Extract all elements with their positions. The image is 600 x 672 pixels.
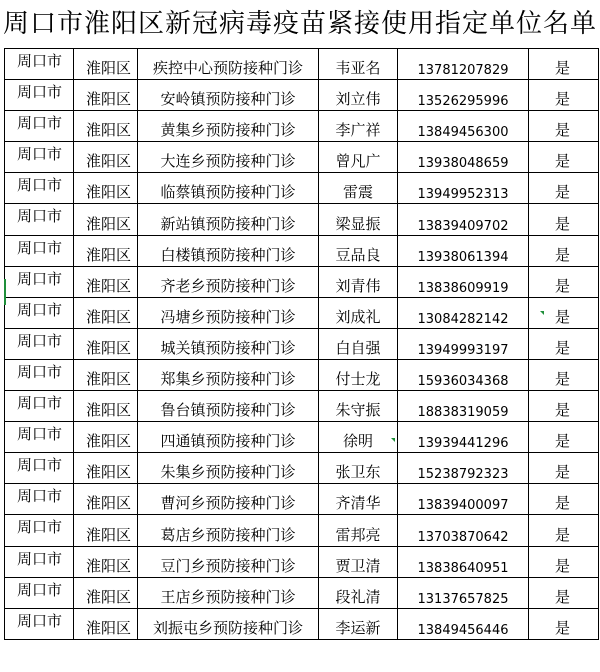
designated-cell[interactable]: 是 bbox=[529, 359, 599, 390]
designated-cell[interactable]: 是 bbox=[529, 546, 599, 577]
district-cell[interactable]: 淮阳区 bbox=[74, 111, 138, 142]
table-row bbox=[5, 608, 599, 639]
clinic-name-cell[interactable]: 刘振屯乡预防接种门诊 bbox=[138, 608, 319, 639]
cell-error-indicator bbox=[540, 311, 544, 315]
table-row bbox=[5, 111, 599, 142]
clinic-name-cell[interactable]: 冯塘乡预防接种门诊 bbox=[138, 297, 319, 328]
clinic-name-cell[interactable]: 大连乡预防接种门诊 bbox=[138, 142, 319, 173]
table-row bbox=[5, 546, 599, 577]
table-row bbox=[5, 297, 599, 328]
district-cell[interactable]: 淮阳区 bbox=[74, 297, 138, 328]
phone-cell[interactable]: 13838640951 bbox=[398, 546, 529, 577]
clinic-name-cell[interactable]: 王店乡预防接种门诊 bbox=[138, 577, 319, 608]
phone-cell[interactable]: 13949993197 bbox=[398, 328, 529, 359]
city-cell[interactable]: 周口市 bbox=[5, 49, 74, 80]
contact-name-cell[interactable]: 李广祥 bbox=[319, 111, 398, 142]
city-cell[interactable]: 周口市 bbox=[5, 608, 74, 639]
phone-cell[interactable]: 13849456300 bbox=[398, 111, 529, 142]
phone-cell[interactable]: 15238792323 bbox=[398, 453, 529, 484]
clinic-name-cell[interactable]: 鲁台镇预防接种门诊 bbox=[138, 391, 319, 422]
contact-name-cell[interactable]: 贾卫清 bbox=[319, 546, 398, 577]
designated-cell[interactable]: 是 bbox=[529, 422, 599, 453]
contact-name-cell[interactable]: 付士龙 bbox=[319, 359, 398, 390]
phone-cell[interactable]: 18838319059 bbox=[398, 391, 529, 422]
table-row bbox=[5, 484, 599, 515]
district-cell[interactable]: 淮阳区 bbox=[74, 80, 138, 111]
phone-cell[interactable]: 13084282142 bbox=[398, 297, 529, 328]
contact-name-cell[interactable]: 刘成礼 bbox=[319, 297, 398, 328]
designated-cell[interactable]: 是 bbox=[529, 577, 599, 608]
contact-name-cell[interactable]: 豆品良 bbox=[319, 235, 398, 266]
designated-cell[interactable]: 是 bbox=[529, 608, 599, 639]
table-row bbox=[5, 142, 599, 173]
designated-cell[interactable]: 是 bbox=[529, 173, 599, 204]
contact-name-cell[interactable]: 白自强 bbox=[319, 328, 398, 359]
designated-cell[interactable]: 是 bbox=[529, 297, 599, 328]
designated-cell[interactable]: 是 bbox=[529, 453, 599, 484]
city-cell[interactable]: 周口市 bbox=[5, 266, 74, 297]
district-cell[interactable]: 淮阳区 bbox=[74, 142, 138, 173]
clinic-name-cell[interactable]: 豆门乡预防接种门诊 bbox=[138, 546, 319, 577]
contact-name-cell[interactable]: 张卫东 bbox=[319, 453, 398, 484]
district-cell[interactable]: 淮阳区 bbox=[74, 453, 138, 484]
contact-name-cell[interactable]: 雷震 bbox=[319, 173, 398, 204]
contact-name-cell[interactable]: 徐明 bbox=[319, 422, 398, 453]
clinic-name-cell[interactable]: 临蔡镇预防接种门诊 bbox=[138, 173, 319, 204]
clinic-name-cell[interactable]: 曹河乡预防接种门诊 bbox=[138, 484, 319, 515]
designated-cell[interactable]: 是 bbox=[529, 515, 599, 546]
table-row bbox=[5, 173, 599, 204]
district-cell[interactable]: 淮阳区 bbox=[74, 608, 138, 639]
district-cell[interactable]: 淮阳区 bbox=[74, 235, 138, 266]
clinic-name-cell[interactable]: 齐老乡预防接种门诊 bbox=[138, 266, 319, 297]
table-row bbox=[5, 577, 599, 608]
city-cell[interactable]: 周口市 bbox=[5, 142, 74, 173]
contact-name-cell[interactable]: 齐清华 bbox=[319, 484, 398, 515]
city-cell[interactable]: 周口市 bbox=[5, 297, 74, 328]
district-cell[interactable]: 淮阳区 bbox=[74, 266, 138, 297]
district-cell[interactable]: 淮阳区 bbox=[74, 328, 138, 359]
clinic-name-cell[interactable]: 城关镇预防接种门诊 bbox=[138, 328, 319, 359]
district-cell[interactable]: 淮阳区 bbox=[74, 546, 138, 577]
city-cell[interactable]: 周口市 bbox=[5, 422, 74, 453]
city-cell[interactable]: 周口市 bbox=[5, 328, 74, 359]
clinic-name-cell[interactable]: 葛店乡预防接种门诊 bbox=[138, 515, 319, 546]
contact-name-cell[interactable]: 李运新 bbox=[319, 608, 398, 639]
contact-name-cell[interactable]: 梁显振 bbox=[319, 204, 398, 235]
clinic-name-cell[interactable]: 四通镇预防接种门诊 bbox=[138, 422, 319, 453]
designated-cell[interactable]: 是 bbox=[529, 484, 599, 515]
city-cell[interactable]: 周口市 bbox=[5, 515, 74, 546]
table-row bbox=[5, 235, 599, 266]
designated-cell[interactable]: 是 bbox=[529, 266, 599, 297]
contact-name-cell[interactable]: 刘立伟 bbox=[319, 80, 398, 111]
clinic-name-cell[interactable]: 朱集乡预防接种门诊 bbox=[138, 453, 319, 484]
phone-cell[interactable]: 13839400097 bbox=[398, 484, 529, 515]
contact-name-cell[interactable]: 雷邦亮 bbox=[319, 515, 398, 546]
contact-name-cell[interactable]: 韦亚名 bbox=[319, 49, 398, 80]
district-cell[interactable]: 淮阳区 bbox=[74, 391, 138, 422]
phone-cell[interactable]: 13938048659 bbox=[398, 142, 529, 173]
phone-cell[interactable]: 13703870642 bbox=[398, 515, 529, 546]
city-cell[interactable]: 周口市 bbox=[5, 484, 74, 515]
contact-name-cell[interactable]: 刘青伟 bbox=[319, 266, 398, 297]
page-title: 周口市淮阳区新冠病毒疫苗紧接使用指定单位名单 bbox=[2, 9, 597, 39]
table-row bbox=[5, 422, 599, 453]
designated-cell[interactable]: 是 bbox=[529, 49, 599, 80]
phone-cell[interactable]: 13839409702 bbox=[398, 204, 529, 235]
table-row bbox=[5, 453, 599, 484]
phone-cell[interactable]: 13949952313 bbox=[398, 173, 529, 204]
clinic-name-cell[interactable]: 新站镇预防接种门诊 bbox=[138, 204, 319, 235]
table-row bbox=[5, 391, 599, 422]
district-cell[interactable]: 淮阳区 bbox=[74, 515, 138, 546]
city-cell[interactable]: 周口市 bbox=[5, 546, 74, 577]
phone-cell[interactable]: 13849456446 bbox=[398, 608, 529, 639]
district-cell[interactable]: 淮阳区 bbox=[74, 204, 138, 235]
phone-cell[interactable]: 13938061394 bbox=[398, 235, 529, 266]
clinic-name-cell[interactable]: 白楼镇预防接种门诊 bbox=[138, 235, 319, 266]
contact-name-cell[interactable]: 段礼清 bbox=[319, 577, 398, 608]
designated-cell[interactable]: 是 bbox=[529, 328, 599, 359]
table-row bbox=[5, 359, 599, 390]
phone-cell[interactable]: 13939441296 bbox=[398, 422, 529, 453]
designated-cell[interactable]: 是 bbox=[529, 111, 599, 142]
table-body bbox=[5, 49, 599, 640]
city-cell[interactable]: 周口市 bbox=[5, 204, 74, 235]
designated-cell[interactable]: 是 bbox=[529, 142, 599, 173]
phone-cell[interactable]: 13526295996 bbox=[398, 80, 529, 111]
clinic-name-cell[interactable]: 黄集乡预防接种门诊 bbox=[138, 111, 319, 142]
designated-cell[interactable]: 是 bbox=[529, 235, 599, 266]
vaccination-unit-table bbox=[4, 48, 599, 640]
district-cell[interactable]: 淮阳区 bbox=[74, 577, 138, 608]
district-cell[interactable]: 淮阳区 bbox=[74, 49, 138, 80]
designated-cell[interactable]: 是 bbox=[529, 80, 599, 111]
clinic-name-cell[interactable]: 安岭镇预防接种门诊 bbox=[138, 80, 319, 111]
designated-cell[interactable]: 是 bbox=[529, 391, 599, 422]
district-cell[interactable]: 淮阳区 bbox=[74, 173, 138, 204]
phone-cell[interactable]: 13781207829 bbox=[398, 49, 529, 80]
table-row bbox=[5, 266, 599, 297]
city-cell[interactable]: 周口市 bbox=[5, 235, 74, 266]
designated-cell[interactable]: 是 bbox=[529, 204, 599, 235]
contact-name-cell[interactable]: 曾凡广 bbox=[319, 142, 398, 173]
phone-cell[interactable]: 13838609919 bbox=[398, 266, 529, 297]
clinic-name-cell[interactable]: 郑集乡预防接种门诊 bbox=[138, 359, 319, 390]
table-row bbox=[5, 204, 599, 235]
district-cell[interactable]: 淮阳区 bbox=[74, 359, 138, 390]
city-cell[interactable]: 周口市 bbox=[5, 80, 74, 111]
phone-cell[interactable]: 13137657825 bbox=[398, 577, 529, 608]
table-row bbox=[5, 49, 599, 80]
cell-cursor-edge bbox=[4, 279, 6, 305]
city-cell[interactable]: 周口市 bbox=[5, 173, 74, 204]
clinic-name-cell[interactable]: 疾控中心预防接种门诊 bbox=[138, 49, 319, 80]
district-cell[interactable]: 淮阳区 bbox=[74, 422, 138, 453]
table-row bbox=[5, 515, 599, 546]
contact-name-cell[interactable]: 朱守振 bbox=[319, 391, 398, 422]
city-cell[interactable]: 周口市 bbox=[5, 111, 74, 142]
district-cell[interactable]: 淮阳区 bbox=[74, 484, 138, 515]
city-cell[interactable]: 周口市 bbox=[5, 453, 74, 484]
city-cell[interactable]: 周口市 bbox=[5, 359, 74, 390]
table-row bbox=[5, 80, 599, 111]
cell-error-indicator bbox=[391, 438, 395, 442]
city-cell[interactable]: 周口市 bbox=[5, 577, 74, 608]
table-row bbox=[5, 328, 599, 359]
city-cell[interactable]: 周口市 bbox=[5, 391, 74, 422]
phone-cell[interactable]: 15936034368 bbox=[398, 359, 529, 390]
